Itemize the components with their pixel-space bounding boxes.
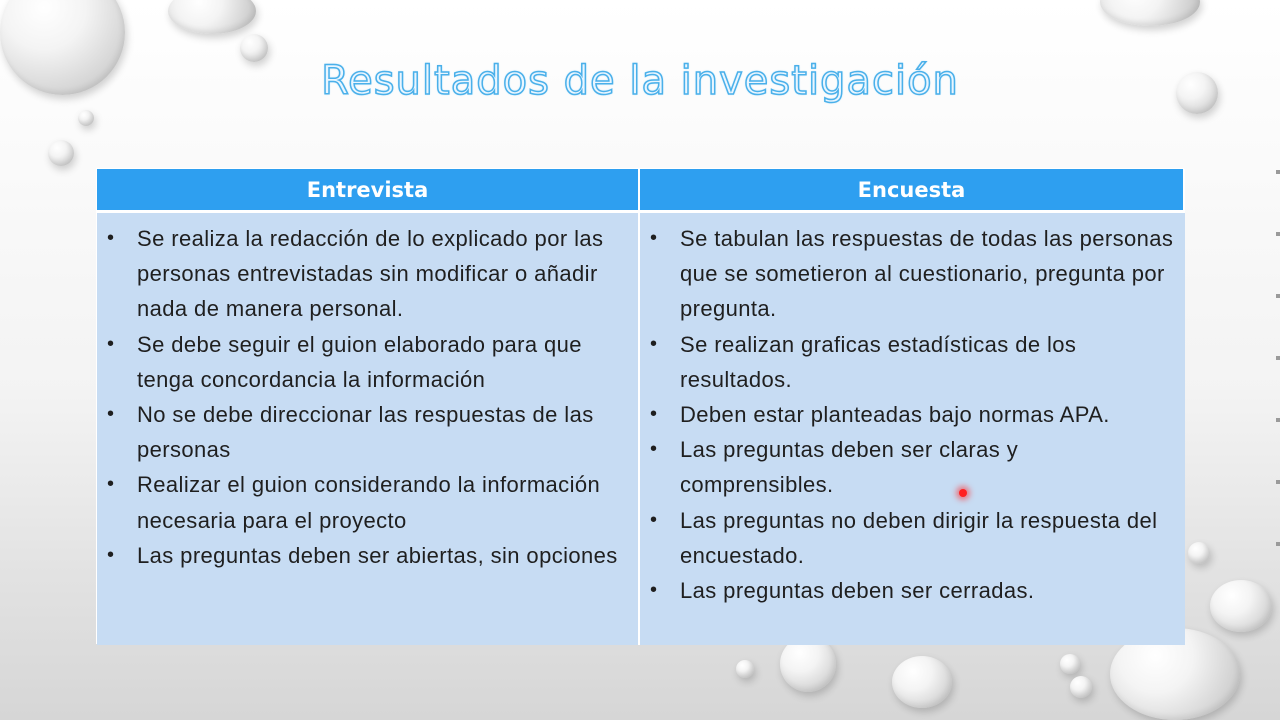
water-drop-decoration <box>1060 654 1080 674</box>
list-item: • Se tabulan las respuestas de todas las personas que se sometieron al cuestionario, pregunta por pregunta. <box>650 221 1175 327</box>
list-item: • Las preguntas no deben dirigir la respuesta del encuestado. <box>650 503 1175 573</box>
list-item: • No se debe direccionar las respuestas de las personas <box>107 397 628 467</box>
water-drop-decoration <box>1100 0 1200 26</box>
encuesta-list <box>650 221 1175 608</box>
entrevista-cell <box>97 213 640 645</box>
list-item: • Se realiza la redacción de lo explicado por las personas entrevistadas sin modificar o añadir nada de manera personal. <box>107 221 628 327</box>
water-drop-decoration <box>1188 542 1210 564</box>
water-drop-decoration <box>1210 580 1272 632</box>
list-item: • Realizar el guion considerando la información necesaria para el proyecto <box>107 467 628 537</box>
list-item: • Se debe seguir el guion elaborado para que tenga concordancia la información <box>107 327 628 397</box>
water-drop-decoration <box>78 110 94 126</box>
water-drop-decoration <box>48 140 74 166</box>
water-drop-decoration <box>1070 676 1092 698</box>
entrevista-list <box>107 221 628 573</box>
slide-title: Resultados de la investigación <box>321 58 959 104</box>
water-drop-decoration <box>892 656 952 708</box>
laser-pointer-dot <box>959 489 967 497</box>
water-drop-decoration <box>736 660 754 678</box>
list-item: • Se realizan graficas estadísticas de los resultados. <box>650 327 1175 397</box>
list-item: • Deben estar planteadas bajo normas APA. <box>650 397 1175 432</box>
right-edge-artifact <box>1276 170 1280 590</box>
comparison-table <box>96 168 1184 644</box>
water-drop-decoration <box>168 0 256 34</box>
list-item: • Las preguntas deben ser claras y comprensibles. <box>650 432 1175 502</box>
column-header-entrevista: Entrevista <box>97 169 640 213</box>
encuesta-cell <box>640 213 1185 645</box>
column-header-encuesta: Encuesta <box>640 169 1185 213</box>
list-item: • Las preguntas deben ser cerradas. <box>650 573 1175 608</box>
list-item: • Las preguntas deben ser abiertas, sin opciones <box>107 538 628 573</box>
